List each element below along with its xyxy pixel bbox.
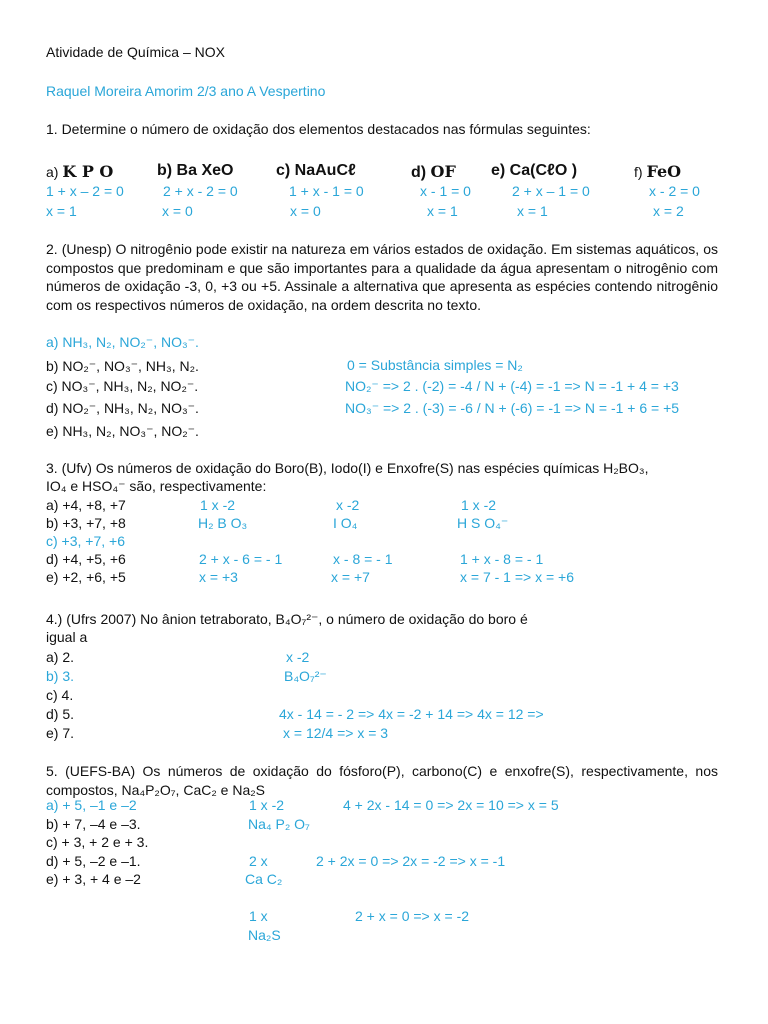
q4-work-result: x = 12/4 => x = 3 [283,725,389,741]
q2-option-c: c) NO₃⁻, NH₃, N₂, NO₂⁻. [46,378,199,394]
q3-sulfur-formula: H S O₄⁻ [457,515,509,531]
q5-carbon-equation: 2 + 2x = 0 => 2x = -2 => x = -1 [316,853,506,869]
q4-statement-1: 4.) (Ufrs 2007) No ânion tetraborato, B₄O₇²⁻, o número de oxidação do boro é [46,611,528,627]
q3-boron-result: x = +3 [199,569,238,585]
q5-option-c: c) + 3, + 2 e + 3. [46,834,149,850]
q1-item-a: a) K P O [46,162,114,181]
q2-option-e: e) NH₃, N₂, NO₃⁻, NO₂⁻. [46,423,199,439]
q1-res-b: x = 0 [162,203,193,219]
page-title: Atividade de Química – NOX [46,44,225,60]
student-name: Raquel Moreira Amorim 2/3 ano A Vespertino [46,83,326,99]
q4-option-d: d) 5. [46,706,75,722]
q4-option-b: b) 3. [46,668,75,684]
q4-work-equation: 4x - 14 = - 2 => 4x = -2 + 14 => 4x = 12 => [279,706,544,722]
q3-option-d: d) +4, +5, +6 [46,551,126,567]
q1-res-f: x = 2 [653,203,684,219]
q5-phosphorus-formula: Na₄ P₂ O₇ [248,816,310,832]
q5-option-d: d) + 5, –2 e –1. [46,853,141,869]
q2-statement: 2. (Unesp) O nitrogênio pode existir na natureza em vários estados de oxidação. Em sistemas aquáticos, os compostos que predominam e que são importantes para a qualidade da água apresentam o nitrogênio com números de oxidação -3, 0, +3 ou +5. Assinale a alternativa que apresenta as espécies contendo nitrogênio com os respectivos números de oxidação, na ordem descrita no texto. [46,241,718,313]
q5-carbon-charges: 2 x [249,853,268,869]
q3-option-b: b) +3, +7, +8 [46,515,126,531]
q1-eq-d: x - 1 = 0 [420,183,471,199]
q3-iodine-formula: I O₄ [333,515,358,531]
q3-iodine-charges: x -2 [336,497,360,513]
q1-res-d: x = 1 [427,203,458,219]
q5-sulfur-formula: Na₂S [248,927,281,943]
q1-item-c: c) NaAuCℓ [276,162,356,179]
q3-boron-formula: H₂ B O₃ [198,515,248,531]
q3-boron-equation: 2 + x - 6 = - 1 [199,551,283,567]
q3-sulfur-equation: 1 + x - 8 = - 1 [460,551,544,567]
q4-statement-2: igual a [46,629,88,645]
q3-boron-charges: 1 x -2 [200,497,236,513]
q1-res-e: x = 1 [517,203,548,219]
q3-sulfur-result: x = 7 - 1 => x = +6 [460,569,575,585]
q4-work-charges: x -2 [286,649,310,665]
q1-res-a: x = 1 [46,203,77,219]
q1-res-c: x = 0 [290,203,321,219]
q4-option-e: e) 7. [46,725,75,741]
q2-work-3: NO₃⁻ => 2 . (-3) = -6 / N + (-6) = -1 => N = -1 + 6 = +5 [345,400,680,416]
q3-option-c: c) +3, +7, +6 [46,533,125,549]
q5-option-b: b) + 7, –4 e –3. [46,816,141,832]
q5-option-a: a) + 5, –1 e –2 [46,797,137,813]
q2-option-d: d) NO₂⁻, NH₃, N₂, NO₃⁻. [46,400,199,416]
q3-option-e: e) +2, +6, +5 [46,569,126,585]
q1-eq-a: 1 + x – 2 = 0 [46,183,124,199]
q3-statement-2: IO₄ e HSO₄⁻ são, respectivamente: [46,478,267,494]
q1-statement: 1. Determine o número de oxidação dos elementos destacados nas fórmulas seguintes: [46,121,591,137]
q3-iodine-result: x = +7 [331,569,370,585]
q1-eq-c: 1 + x - 1 = 0 [289,183,364,199]
q5-phosphorus-equation: 4 + 2x - 14 = 0 => 2x = 10 => x = 5 [343,797,559,813]
q2-option-b: b) NO₂⁻, NO₃⁻, NH₃, N₂. [46,358,199,374]
q3-sulfur-charges: 1 x -2 [461,497,497,513]
q4-option-a: a) 2. [46,649,75,665]
q5-statement: 5. (UEFS-BA) Os números de oxidação do fósforo(P), carbono(C) e enxofre(S), respectivamente, nos compostos, Na₄P₂O₇, CaC₂ e Na₂S [46,763,718,798]
q5-carbon-formula: Ca C₂ [245,871,283,887]
q4-work-formula: B₄O₇²⁻ [284,668,327,684]
q5-option-e: e) + 3, + 4 e –2 [46,871,141,887]
q1-item-d: d) OF [411,162,456,181]
q1-item-b: b) Ba XeO [157,162,234,179]
q1-item-e: e) Ca(CℓO ) [491,162,578,179]
q2-work-1: 0 = Substância simples = N₂ [347,357,523,373]
q2-option-a: a) NH₃, N₂, NO₂⁻, NO₃⁻. [46,334,199,350]
q2-work-2: NO₂⁻ => 2 . (-2) = -4 / N + (-4) = -1 => N = -1 + 4 = +3 [345,378,679,394]
q1-eq-f: x - 2 = 0 [649,183,700,199]
q3-iodine-equation: x - 8 = - 1 [333,551,393,567]
q4-option-c: c) 4. [46,687,74,703]
q1-item-f: f) FeO [634,162,682,181]
q1-eq-e: 2 + x – 1 = 0 [512,183,590,199]
q3-statement-1: 3. (Ufv) Os números de oxidação do Boro(B), Iodo(I) e Enxofre(S) nas espécies químicas H₂BO₃, [46,460,649,476]
q5-sulfur-equation: 2 + x = 0 => x = -2 [355,908,470,924]
q5-sulfur-charges: 1 x [249,908,268,924]
q1-eq-b: 2 + x - 2 = 0 [163,183,238,199]
q3-option-a: a) +4, +8, +7 [46,497,126,513]
q5-phosphorus-charges: 1 x -2 [249,797,285,813]
